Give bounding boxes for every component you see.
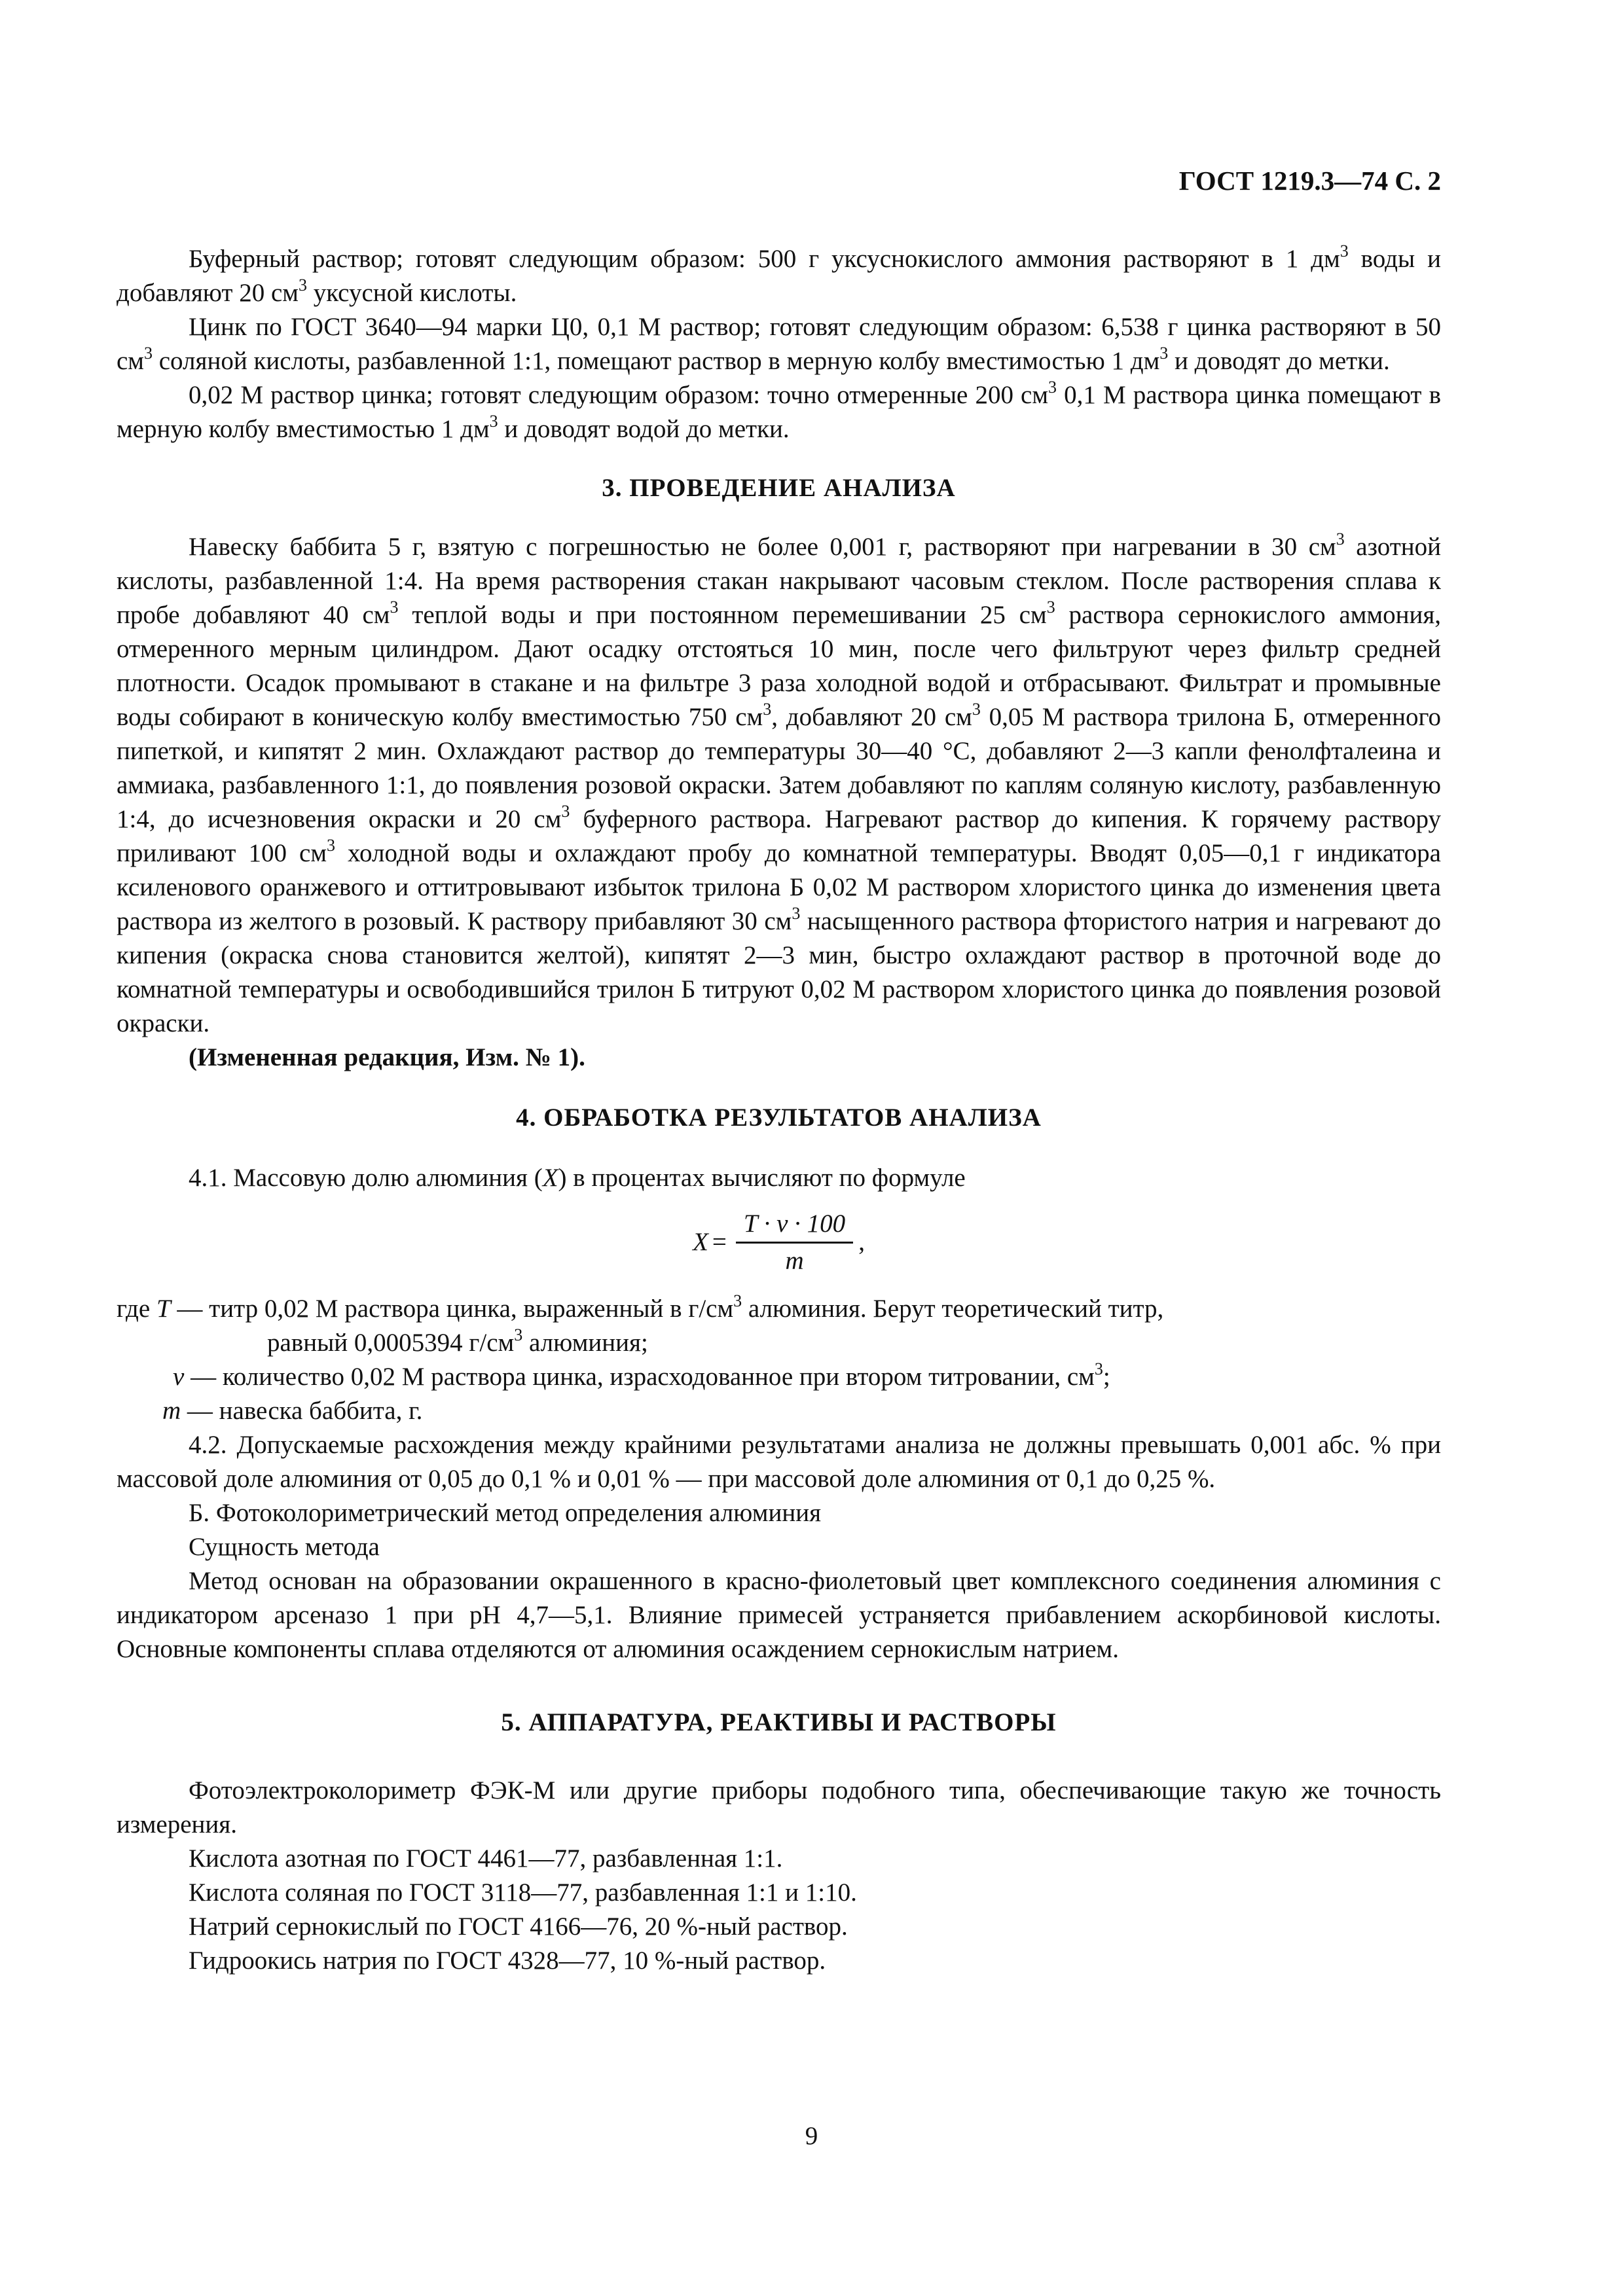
formula-numerator: T · v · 100 bbox=[736, 1209, 853, 1244]
formula-equals: = bbox=[712, 1228, 727, 1256]
section-heading-analysis: 3. ПРОВЕДЕНИЕ АНАЛИЗА bbox=[602, 474, 956, 502]
paragraph-formula-intro: 4.1. Массовую долю алюминия (X) в процентах вычисляют по формуле bbox=[189, 1164, 966, 1192]
apparatus-item: Натрий сернокислый по ГОСТ 4166—76, 20 %-ный раствор. bbox=[189, 1912, 848, 1941]
legend-row-v: v — количество 0,02 М раствора цинка, израсходованное при втором титровании, $см^3$; bbox=[173, 1359, 1110, 1391]
section-heading-results: 4. ОБРАБОТКА РЕЗУЛЬТАТОВ АНАЛИЗА bbox=[516, 1103, 1042, 1132]
paragraph-buffer-solution: Буферный раствор; готовят следующим образом: 500 г уксуснокислого аммония растворяют в 1 $дм^3$ воды и добавляют 20 $см^3$ уксусной кислоты. bbox=[117, 242, 1441, 307]
document-header: ГОСТ 1219.3—74 С. 2 bbox=[1178, 166, 1441, 196]
paragraph-zinc-solution: Цинк по ГОСТ 3640—94 марки Ц0, 0,1 М раствор; готовят следующим образом: 6,538 г цинка растворяют в 50 $см^3$ соляной кислоты, разбавленной 1:1, помещают раствор в мерную колбу вместимостью 1 $дм^3$ и доводят до метки. bbox=[117, 313, 1441, 375]
formula-lhs: X bbox=[693, 1228, 708, 1256]
formula-comma: , bbox=[858, 1228, 865, 1256]
page-number: 9 bbox=[805, 2122, 818, 2150]
formula-legend bbox=[117, 1292, 1441, 1428]
aluminium-formula bbox=[117, 1203, 1441, 1282]
apparatus-item: Кислота соляная по ГОСТ 3118—77, разбавленная 1:1 и 1:10. bbox=[189, 1878, 857, 1907]
paragraph-method-essence: Метод основан на образовании окрашенного в красно-фиолетовый цвет комплексного соединения алюминия с индикатором арсеназо 1 при pH 4,7—5,1. Влияние примесей устраняется прибавлением аскорбиновой кислоты. Основные компоненты сплава отделяются от алюминия осаждением сернокислым натрием. bbox=[117, 1567, 1441, 1663]
formula-fraction bbox=[736, 1209, 853, 1276]
paragraph-method-b: Б. Фотоколориметрический метод определения алюминия bbox=[189, 1499, 822, 1527]
formula-denominator: m bbox=[785, 1246, 804, 1275]
legend-row-m: m — навеска баббита, г. bbox=[162, 1397, 423, 1425]
apparatus-item: Гидроокись натрия по ГОСТ 4328—77, 10 %-ный раствор. bbox=[189, 1946, 826, 1975]
paragraph-tolerances: 4.2. Допускаемые расхождения между крайними результатами анализа не должны превышать 0,001 абс. % при массовой доле алюминия от 0,05 до 0,1 % и 0,01 % — при массовой доле алюминия от 0,1 до 0,25 %. bbox=[117, 1431, 1441, 1493]
amendment-note: (Измененная редакция, Изм. № 1). bbox=[189, 1043, 585, 1071]
document-body bbox=[117, 242, 1441, 1978]
section-heading-apparatus: 5. АППАРАТУРА, РЕАКТИВЫ И РАСТВОРЫ bbox=[501, 1708, 1057, 1736]
apparatus-item: Фотоэлектроколориметр ФЭК-М или другие приборы подобного типа, обеспечивающие такую же точность измерения. bbox=[117, 1776, 1441, 1839]
legend-row-t: где T — титр 0,02 М раствора цинка, выраженный в $г/см^3$ алюминия. Берут теоретический титр, bbox=[117, 1291, 1164, 1323]
legend-row-t-cont: равный 0,0005394 $г/см^3$ алюминия; bbox=[267, 1325, 648, 1357]
apparatus-item: Кислота азотная по ГОСТ 4461—77, разбавленная 1:1. bbox=[189, 1844, 783, 1873]
paragraph-zinc-002-solution: 0,02 М раствор цинка; готовят следующим образом: точно отмеренные 200 $см^3$ 0,1 М раствора цинка помещают в мерную колбу вместимостью 1 $дм^3$ и доводят водой до метки. bbox=[117, 378, 1441, 443]
paragraph-method-essence-label: Сущность метода bbox=[189, 1533, 380, 1561]
paragraph-analysis-procedure: Навеску баббита 5 г, взятую с погрешностью не более 0,001 г, растворяют при нагревании в 30 $см^3$ азотной кислоты, разбавленной 1:4. На время растворения стакан накрывают часовым стеклом. После растворения сплава к пробе добавляют 40 $см^3$ теплой воды и при постоянном перемешивании 25 $см^3$ раствора сернокислого аммония, отмеренного мерным цилиндром. Дают осадку отстояться 10 мин, после чего фильтруют через фильтр средней плотности. Осадок промывают в стакане и на фильтре 3 раза холодной водой и отбрасывают. Фильтрат и промывные воды собирают в коническую колбу вместимостью 750 $см^3$, добавляют 20 $см^3$ 0,05 М раствора трилона Б, отмеренного пипеткой, и кипятят 2 мин. Охлаждают раствор до температуры 30—40 °С, добавляют 2—3 капли фенолфталеина и аммиака, разбавленного 1:1, до появления розовой окраски. Затем добавляют по каплям соляную кислоту, разбавленную 1:4, до исчезновения окраски и 20 $см^3$ буферного раствора. Нагревают раствор до кипения. К горячему раствору приливают 100 $см^3$ холодной воды и охлаждают пробу до комнатной температуры. Вводят 0,05—0,1 г индикатора ксиленового оранжевого и оттитровывают избыток трилона Б 0,02 М раствором хлористого цинка до изменения цвета раствора из желтого в розовый. К раствору прибавляют 30 $см^3$ насыщенного раствора фтористого натрия и нагревают до кипения (окраска снова становится желтой), кипятят 2—3 мин, быстро охлаждают раствор в проточной воде до комнатной температуры и освободившийся трилон Б титруют 0,02 М раствором хлористого цинка до появления розовой окраски. bbox=[117, 529, 1442, 1037]
